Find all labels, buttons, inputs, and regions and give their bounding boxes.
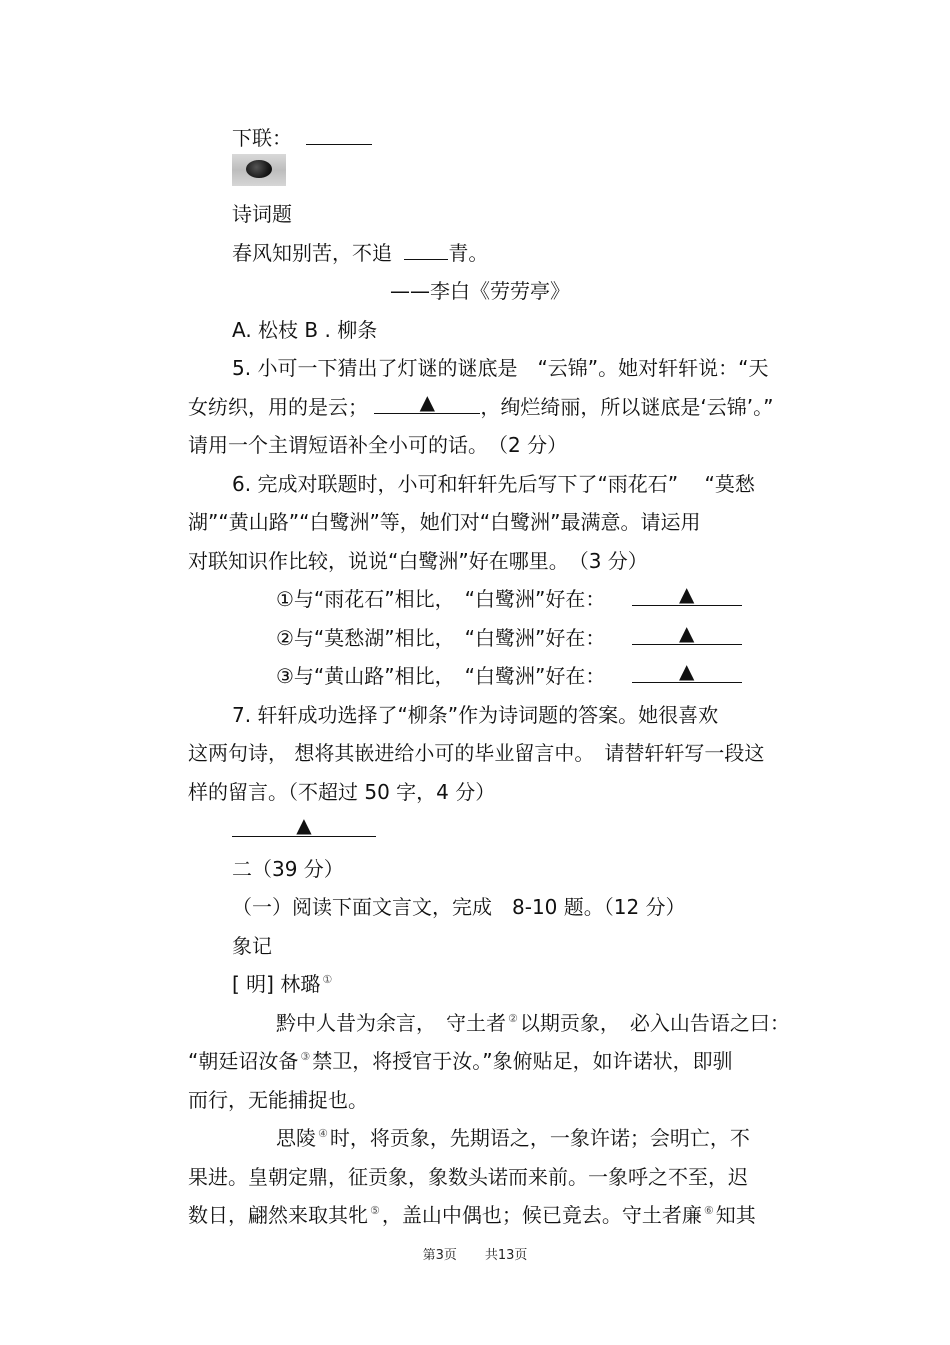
poem-line: 春风知别苦，不追 青。: [232, 241, 489, 265]
footnote-marker: ③: [300, 1050, 311, 1063]
riddle-image: [232, 154, 286, 186]
question-6-line-3: 对联知识作比较，说说“白鹭洲”好在哪里。 （3 分）: [188, 549, 648, 573]
passage-author: [ 明] 林璐 ①: [232, 972, 333, 996]
question-7-line-1: 7. 轩轩成功选择了“柳条”作为诗词题的答案。她很喜欢: [232, 703, 719, 727]
passage-line: 思陵 ④ 时，将贡象，先期语之，一象许诺；会明亡，不: [276, 1126, 750, 1150]
poem-attribution: ——李白《劳劳亭》: [390, 279, 570, 303]
answer-blank[interactable]: [306, 126, 372, 145]
page-total: 共13页: [484, 1248, 528, 1263]
question-6-line-2: 湖”“黄山路”“白鹭洲”等，她们对“白鹭洲”最满意。请运用: [188, 510, 701, 534]
question-6-sub-1: ①与“雨花石”相比， “白鹭洲”好在： ▲: [276, 587, 742, 611]
page-number: 第3页: [422, 1248, 457, 1263]
ink-blob-graphic: [246, 160, 272, 178]
question-7-line-3: 样的留言。（不超过 50 字，4 分）: [188, 780, 496, 804]
passage-line: 果进。皇朝定鼎，征贡象，象数头诺而来前。一象呼之不至，迟: [188, 1165, 748, 1189]
question-6-line-1: 6. 完成对联题时，小可和轩轩先后写下了“雨花石” “莫愁: [232, 472, 755, 496]
answer-blank[interactable]: [374, 390, 480, 414]
triangle-icon: ▲: [679, 621, 695, 645]
passage-line: 数日，翩然来取其牝 ⑤ ，盖山中偶也；候已竟去。守土者廉 ⑥ 知其: [188, 1203, 756, 1227]
answer-blank[interactable]: [232, 813, 376, 837]
answer-blank[interactable]: [632, 621, 742, 645]
section-2-heading: 二（39 分）: [232, 857, 344, 881]
question-6-sub-2: ②与“莫愁湖”相比， “白鹭洲”好在： ▲: [276, 626, 742, 650]
footnote-marker: ⑤: [370, 1204, 380, 1217]
question-5-line-3: 请用一个主谓短语补全小可的话。 （2 分）: [188, 433, 568, 457]
passage-line: 黔中人昔为余言， 守土者 ② 以期贡象， 必入山告语之曰：: [276, 1011, 790, 1035]
answer-blank[interactable]: [404, 241, 448, 260]
footnote-marker: ①: [322, 973, 333, 986]
triangle-icon: ▲: [679, 582, 695, 606]
options-line: A. 松枝 B . 柳条: [232, 318, 378, 342]
couplet-second-line: 下联：: [232, 126, 372, 150]
footnote-marker: ②: [508, 1012, 518, 1025]
answer-blank[interactable]: [632, 659, 742, 683]
footnote-marker: ④: [318, 1127, 328, 1140]
question-5-line-2: 女纺织，用的是云； ▲ ，绚烂绮丽，所以谜底是‘云锦’。”: [188, 390, 774, 419]
section-label-poetry: 诗词题: [232, 202, 292, 226]
question-5-line-1: 5. 小可一下猜出了灯谜的谜底是 “云锦”。她对轩轩说：“天: [232, 356, 769, 380]
triangle-icon: ▲: [679, 659, 695, 683]
passage-line: “朝廷诏汝备 ③ 禁卫，将授官于汝。”象俯贴足，如许诺状，即驯: [188, 1049, 733, 1073]
question-7-line-2: 这两句诗， 想将其嵌进给小可的毕业留言中。 请替轩轩写一段这: [188, 741, 765, 765]
question-7-answer: [232, 813, 376, 842]
question-6-sub-3: ③与“黄山路”相比， “白鹭洲”好在： ▲: [276, 664, 742, 688]
passage-title: 象记: [232, 934, 272, 958]
page-footer: [0, 1248, 950, 1264]
passage-line: 而行，无能捕捉也。: [188, 1088, 368, 1112]
footnote-marker: ⑥: [703, 1204, 714, 1217]
triangle-icon: ▲: [296, 813, 312, 837]
triangle-icon: ▲: [419, 390, 436, 414]
section-2-part-1-heading: （一）阅读下面文言文，完成 8-10 题。（12 分）: [232, 895, 686, 919]
answer-blank[interactable]: [632, 582, 742, 606]
